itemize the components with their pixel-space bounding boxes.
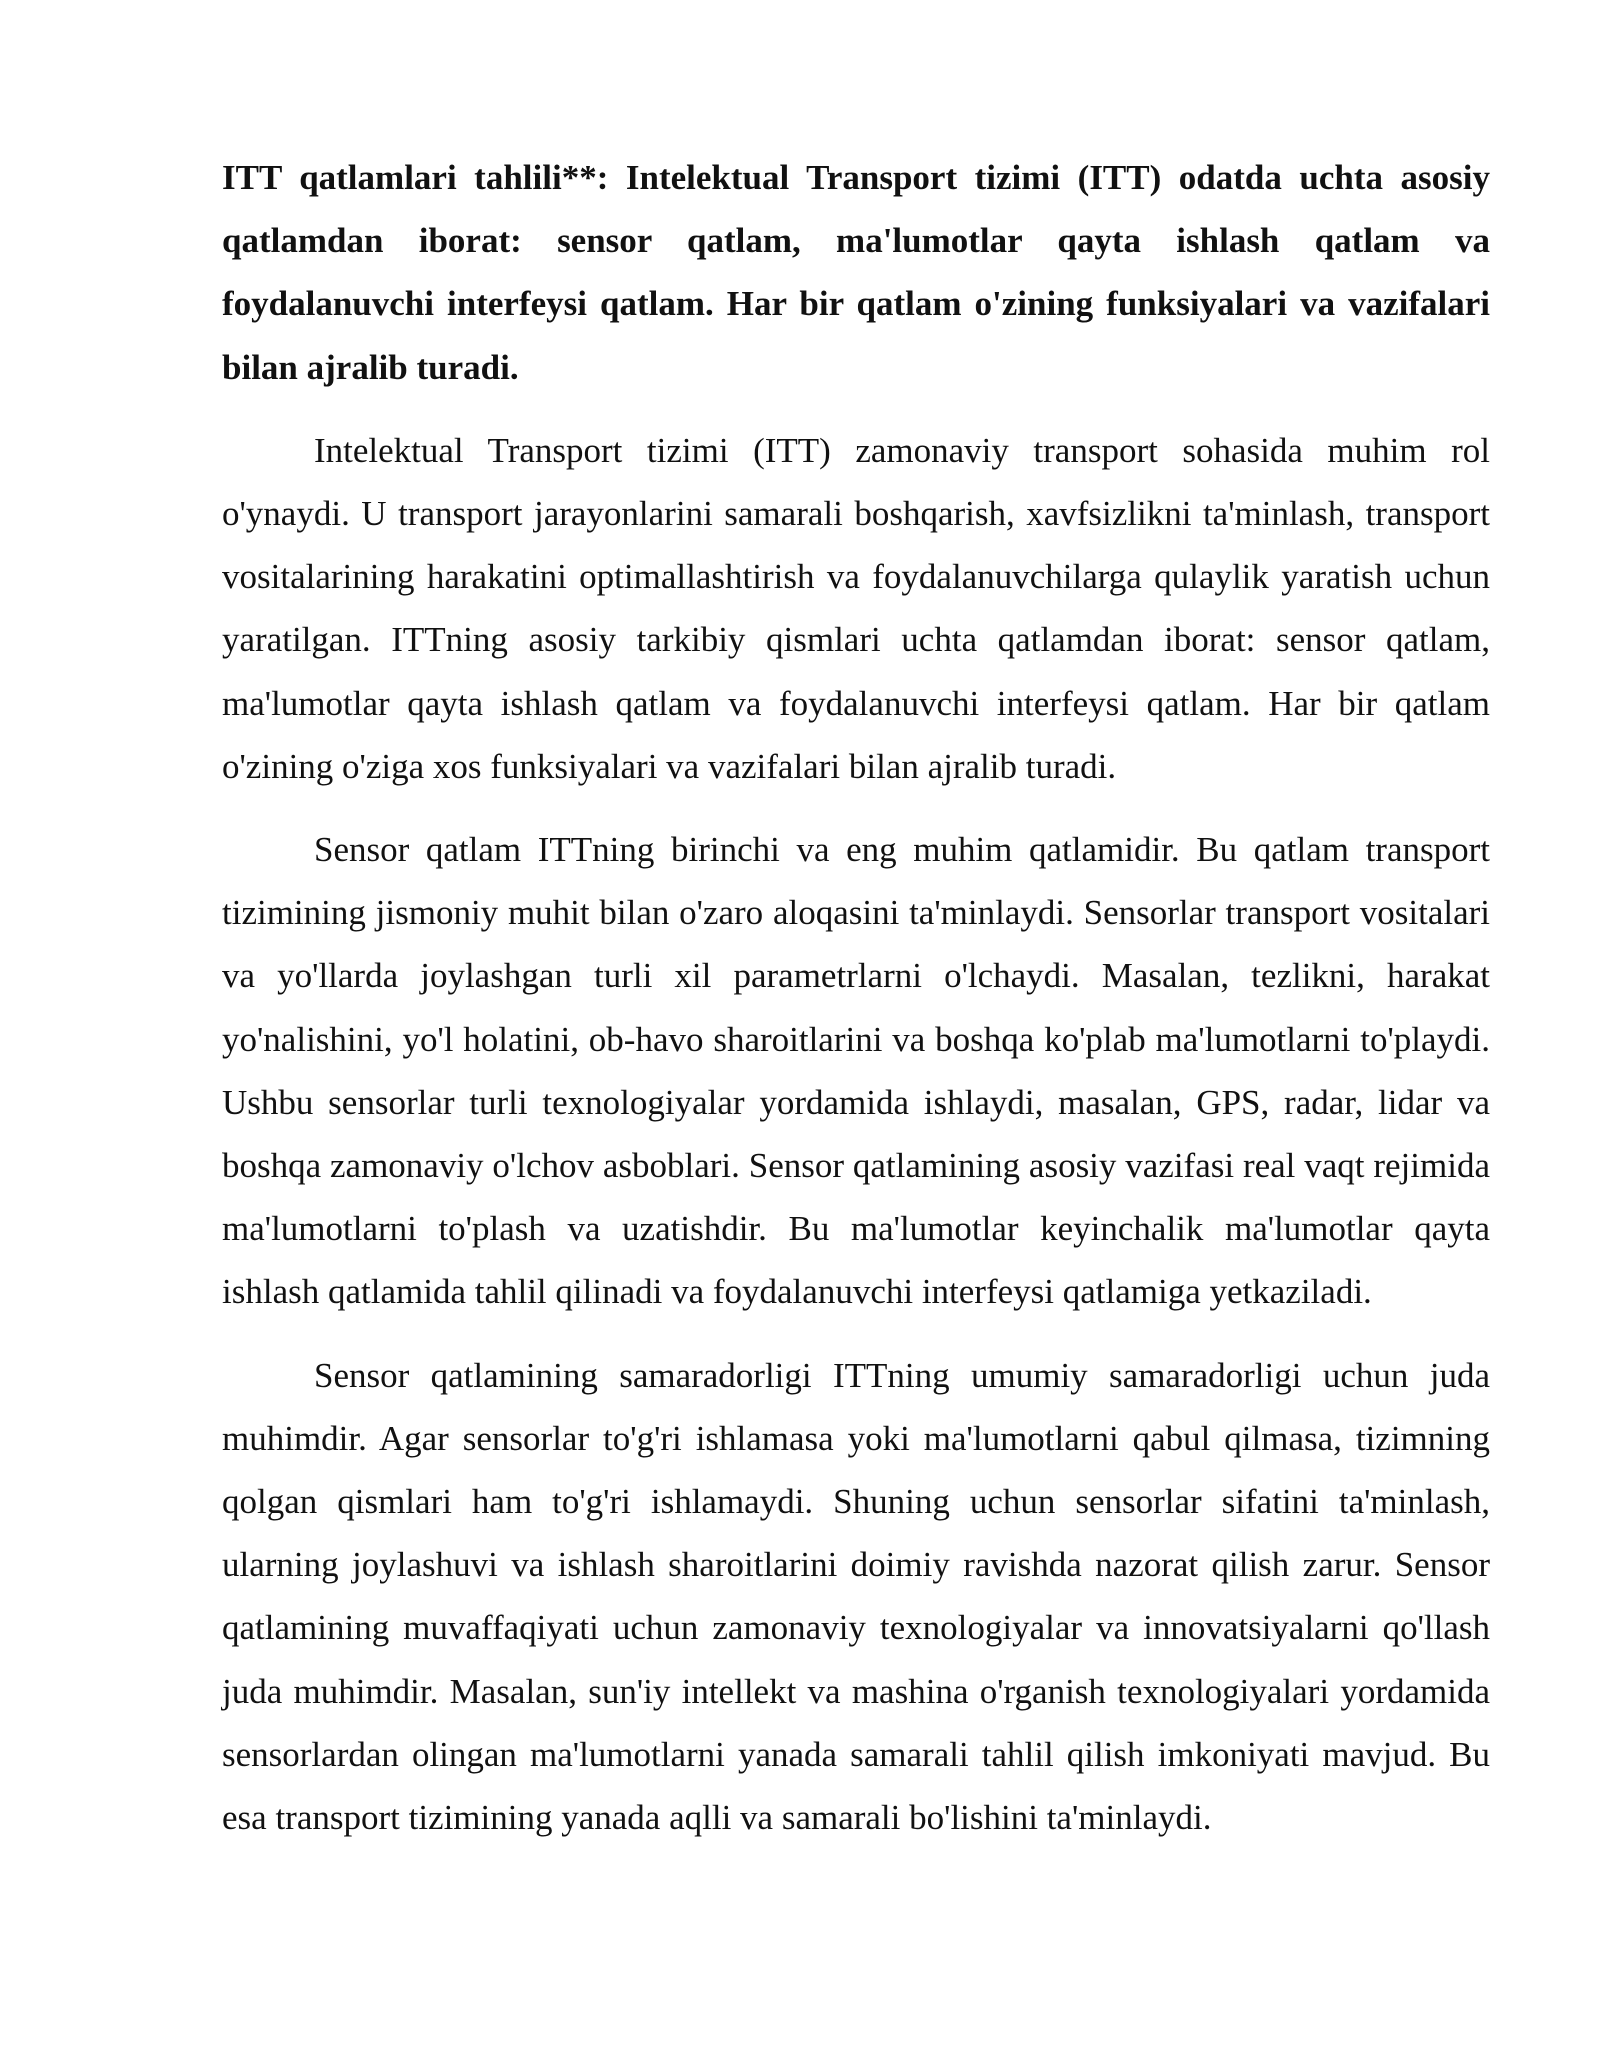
- document-body: [222, 146, 1490, 1869]
- section-heading: ITT qatlamlari tahlili**: Intelektual Transport tizimi (ITT) odatda uchta asosiy qatlamdan iborat: sensor qatlam, ma'lumotlar qayta ishlash qatlam va foydalanuvchi interfeysi qatlam. Har bir qatlam o'zining funksiyalari va vazifalari bilan ajralib turadi.: [222, 158, 1490, 387]
- paragraph-intro: Intelektual Transport tizimi (ITT) zamonaviy transport sohasida muhim rol o'ynaydi. U transport jarayonlarini samarali boshqarish, xavfsizlikni ta'minlash, transport vositalarining harakatini optimallashtirish va foydalanuvchilarga qulaylik yaratish uchun yaratilgan. ITTning asosiy tarkibiy qismlari uchta qatlamdan iborat: sensor qatlam, ma'lumotlar qayta ishlash qatlam va foydalanuvchi interfeysi qatlam. Har bir qatlam o'zining o'ziga xos funksiyalari va vazifalari bilan ajralib turadi.: [222, 430, 1490, 786]
- paragraph-sensor-layer: Sensor qatlam ITTning birinchi va eng muhim qatlamidir. Bu qatlam transport tizimining jismoniy muhit bilan o'zaro aloqasini ta'minlaydi. Sensorlar transport vositalari va yo'llarda joylashgan turli xil parametrlarni o'lchaydi. Masalan, tezlikni, harakat yo'nalishini, yo'l holatini, ob-havo sharoitlarini va boshqa ko'plab ma'lumotlarni to'playdi. Ushbu sensorlar turli texnologiyalar yordamida ishlaydi, masalan, GPS, radar, lidar va boshqa zamonaviy o'lchov asboblari. Sensor qatlamining asosiy vazifasi real vaqt rejimida ma'lumotlarni to'plash va uzatishdir. Bu ma'lumotlar keyinchalik ma'lumotlar qayta ishlash qatlamida tahlil qilinadi va foydalanuvchi interfeysi qatlamiga yetkaziladi.: [222, 830, 1490, 1312]
- paragraph-sensor-efficiency: Sensor qatlamining samaradorligi ITTning umumiy samaradorligi uchun juda muhimdir. Agar sensorlar to'g'ri ishlamasa yoki ma'lumotlarni qabul qilmasa, tizimning qolgan qismlari ham to'g'ri ishlamaydi. Shuning uchun sensorlar sifatini ta'minlash, ularning joylashuvi va ishlash sharoitlarini doimiy ravishda nazorat qilish zarur. Sensor qatlamining muvaffaqiyati uchun zamonaviy texnologiyalar va innovatsiyalarni qo'llash juda muhimdir. Masalan, sun'iy intellekt va mashina o'rganish texnologiyalari yordamida sensorlardan olingan ma'lumotlarni yanada samarali tahlil qilish imkoniyati mavjud. Bu esa transport tizimining yanada aqlli va samarali bo'lishini ta'minlaydi.: [222, 1355, 1490, 1838]
